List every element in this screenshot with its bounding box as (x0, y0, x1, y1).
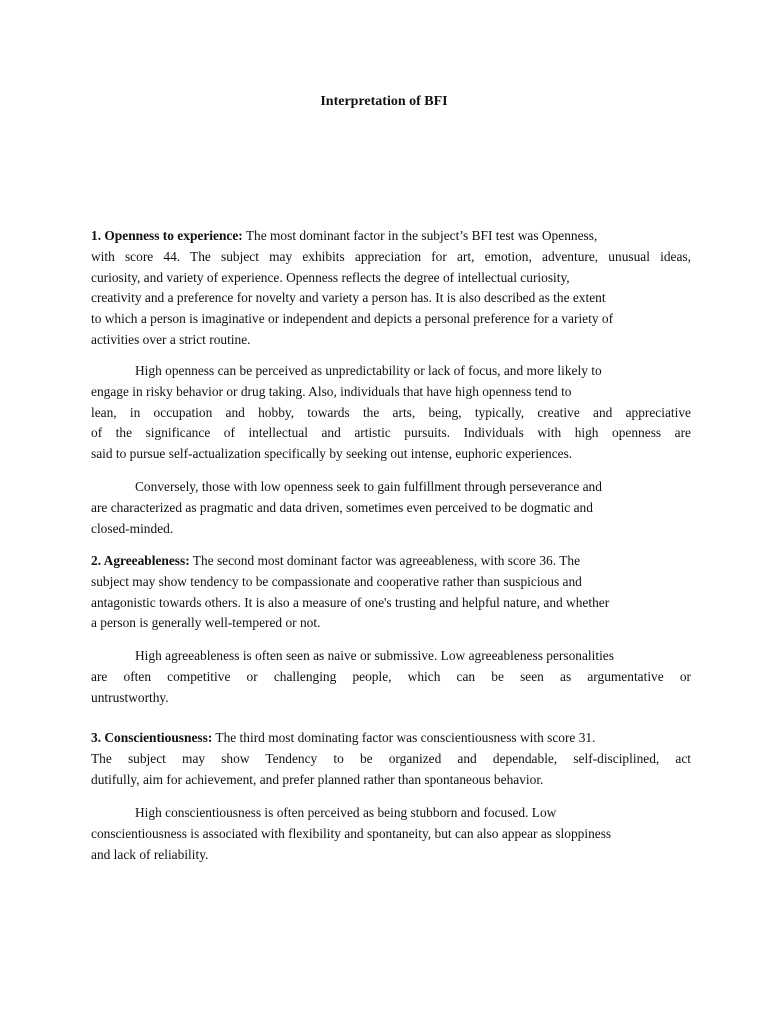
agreeableness-paragraph-1 (91, 551, 691, 634)
openness-paragraph-2 (91, 361, 691, 465)
paragraph-line: a person is generally well-tempered or not. (91, 615, 321, 631)
openness-heading: 1. Openness to experience: (91, 228, 243, 243)
paragraph-line: curiosity, and variety of experience. Openness reflects the degree of intellectual curiosity, (91, 269, 570, 285)
paragraph-line: of the significance of intellectual and artistic pursuits. Individuals with high openness are (91, 425, 691, 441)
paragraph-line: subject may show tendency to be compassionate and cooperative rather than suspicious and (91, 573, 582, 589)
openness-paragraph-1 (91, 226, 691, 351)
paragraph-line: activities over a strict routine. (91, 331, 251, 347)
paragraph-line: Conversely, those with low openness seek to gain fulfillment through perseverance and (135, 479, 602, 494)
agreeableness-heading: 2. Agreeableness: (91, 553, 190, 568)
text-run: The second most dominant factor was agreeableness, with score 36. The (189, 553, 581, 568)
paragraph-line (91, 226, 691, 247)
conscientiousness-paragraph-2 (91, 803, 691, 865)
paragraph-line: untrustworthy. (91, 689, 169, 705)
paragraph-line: High conscientiousness is often perceived as being stubborn and focused. Low (135, 805, 557, 820)
paragraph-line: and lack of reliability. (91, 846, 209, 862)
paragraph-line: are characterized as pragmatic and data driven, sometimes even perceived to be dogmatic and (91, 499, 593, 515)
paragraph-line: closed-minded. (91, 520, 174, 536)
paragraph-line: lean, in occupation and hobby, towards the arts, being, typically, creative and appreciative (91, 404, 691, 420)
paragraph-line: The subject may show Tendency to be organized and dependable, self-disciplined, act (91, 750, 691, 766)
paragraph-line: engage in risky behavior or drug taking. Also, individuals that have high openness tend to (91, 383, 572, 399)
paragraph-line: conscientiousness is associated with flexibility and spontaneity, but can also appear as sloppiness (91, 825, 612, 841)
agreeableness-paragraph-2 (91, 646, 691, 708)
paragraph-line: to which a person is imaginative or independent and depicts a personal preference for a variety of (91, 311, 614, 327)
text-run: The third most dominating factor was conscientiousness with score 31. (212, 730, 596, 745)
paragraph-line: said to pursue self-actualization specifically by seeking out intense, euphoric experiences. (91, 446, 573, 462)
paragraph-line: High openness can be perceived as unpredictability or lack of focus, and more likely to (135, 363, 602, 378)
paragraph-line: creativity and a preference for novelty and variety a person has. It is also described as the extent (91, 290, 606, 306)
paragraph-line (91, 728, 691, 749)
document-title: Interpretation of BFI (320, 94, 448, 109)
openness-paragraph-3 (91, 477, 691, 539)
paragraph-line: High agreeableness is often seen as naive or submissive. Low agreeableness personalities (135, 648, 614, 663)
conscientiousness-heading: 3. Conscientiousness: (91, 730, 213, 745)
paragraph-line: antagonistic towards others. It is also a measure of one's trusting and helpful nature, and whether (91, 594, 610, 610)
conscientiousness-paragraph-1 (91, 728, 691, 790)
paragraph-line: dutifully, aim for achievement, and prefer planned rather than spontaneous behavior. (91, 771, 544, 787)
paragraph-line (91, 551, 691, 572)
paragraph-line: with score 44. The subject may exhibits appreciation for art, emotion, adventure, unusual ideas, (91, 248, 691, 264)
text-run: The most dominant factor in the subject’s BFI test was Openness, (242, 228, 598, 243)
paragraph-line: are often competitive or challenging people, which can be seen as argumentative or (91, 668, 691, 684)
